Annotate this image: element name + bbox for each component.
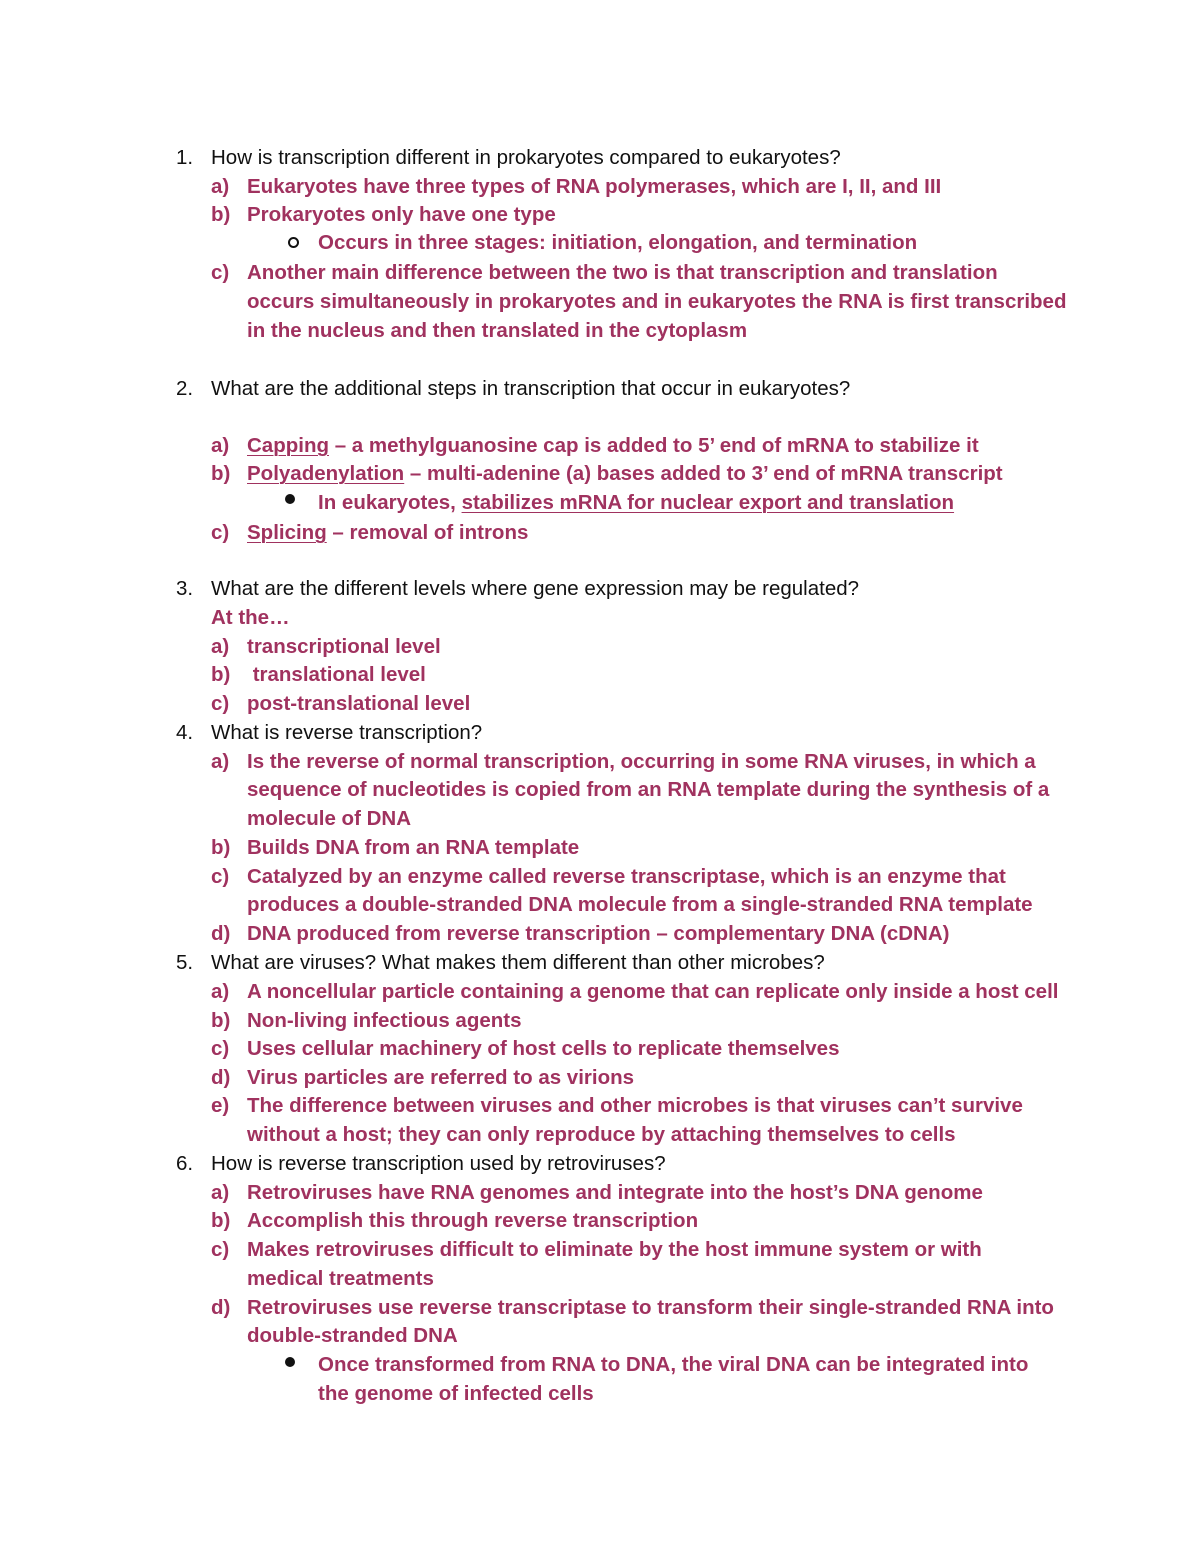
term-splicing: Splicing	[247, 521, 327, 544]
answer-text-line: Is the reverse of normal transcription, occurring in some RNA viruses, in which a	[247, 750, 1036, 773]
answer-item	[211, 259, 998, 287]
answer-label: b)	[211, 1209, 231, 1232]
question-text: What are the different levels where gene expression may be regulated?	[211, 577, 860, 600]
question-text: How is reverse transcription used by retroviruses?	[211, 1152, 666, 1175]
question-number: 1.	[176, 146, 194, 169]
answer-text: transcriptional level	[247, 635, 441, 658]
question-text: What is reverse transcription?	[211, 721, 483, 744]
answer-label: d)	[211, 1066, 231, 1089]
sub-bullet-text: Occurs in three stages: initiation, elongation, and termination	[318, 231, 918, 254]
answer-text-line: Another main difference between the two is that transcription and translation	[247, 261, 998, 284]
question-text: What are viruses? What makes them different than other microbes?	[211, 951, 825, 974]
answer-label: b)	[211, 462, 231, 485]
sub-bullet-underlined: stabilizes mRNA for nuclear export and translation	[461, 491, 955, 514]
answer-item	[211, 1007, 522, 1035]
answer-item	[211, 633, 441, 661]
question-number: 6.	[176, 1152, 194, 1175]
answer-label: b)	[211, 663, 231, 686]
answer-item	[211, 173, 942, 201]
answer-item	[211, 1035, 840, 1063]
question-text: How is transcription different in prokaryotes compared to eukaryotes?	[211, 146, 841, 169]
answer-text-line: without a host; they can only reproduce by attaching themselves to cells	[247, 1123, 956, 1146]
answer-text: Builds DNA from an RNA template	[247, 836, 580, 859]
sub-bullet-prefix: In eukaryotes,	[318, 491, 462, 514]
answer-item	[211, 1179, 983, 1207]
answer-text: Non-living infectious agents	[247, 1009, 522, 1032]
answer-text: post-translational level	[247, 692, 471, 715]
answer-label: c)	[211, 521, 230, 544]
answer-text-line: medical treatments	[247, 1267, 434, 1290]
sub-bullet-text-line: Once transformed from RNA to DNA, the viral DNA can be integrated into	[318, 1353, 1029, 1376]
term-polyadenylation: Polyadenylation	[247, 462, 405, 485]
answer-text: translational level	[247, 663, 426, 686]
answer-text-line: double-stranded DNA	[247, 1324, 458, 1347]
answer-item	[211, 1294, 1054, 1322]
filled-bullet-icon	[285, 494, 295, 504]
answer-text: Retroviruses have RNA genomes and integrate into the host’s DNA genome	[247, 1181, 983, 1204]
answer-text: – a methylguanosine cap is added to 5’ end of mRNA to stabilize it	[329, 434, 979, 457]
answer-item	[211, 460, 1003, 488]
answer-intro: At the…	[211, 606, 290, 629]
answer-text: – removal of introns	[326, 521, 529, 544]
question-number: 3.	[176, 577, 194, 600]
answer-label: c)	[211, 261, 230, 284]
answer-item	[211, 690, 471, 718]
answer-text-line: Catalyzed by an enzyme called reverse transcriptase, which is an enzyme that	[247, 865, 1006, 888]
answer-label: a)	[211, 175, 230, 198]
filled-bullet-icon	[285, 1357, 295, 1367]
answer-item	[211, 978, 1059, 1006]
answer-item	[211, 1064, 635, 1092]
answer-item	[211, 748, 1036, 776]
answer-label: e)	[211, 1094, 230, 1117]
question-number: 2.	[176, 377, 194, 400]
sub-bullet-text	[318, 489, 954, 517]
hollow-bullet-icon	[288, 237, 299, 248]
question-text: What are the additional steps in transcription that occur in eukaryotes?	[211, 377, 851, 400]
answer-label: a)	[211, 750, 230, 773]
answer-text: DNA produced from reverse transcription – complementary DNA (cDNA)	[247, 922, 950, 945]
answer-label: a)	[211, 635, 230, 658]
answer-item	[211, 661, 426, 689]
answer-label: b)	[211, 836, 231, 859]
answer-text-line: Retroviruses use reverse transcriptase to transform their single-stranded RNA into	[247, 1296, 1054, 1319]
answer-label: a)	[211, 1181, 230, 1204]
sub-bullet-text-line: the genome of infected cells	[318, 1382, 594, 1405]
answer-item	[211, 432, 979, 460]
question-number: 5.	[176, 951, 194, 974]
answer-label: c)	[211, 1037, 230, 1060]
answer-label: d)	[211, 922, 231, 945]
answer-item	[211, 201, 556, 229]
answer-text-line: Makes retroviruses difficult to eliminate by the host immune system or with	[247, 1238, 982, 1261]
answer-label: b)	[211, 1009, 231, 1032]
answer-text-line: occurs simultaneously in prokaryotes and in eukaryotes the RNA is first transcribed	[247, 290, 1067, 313]
answer-item	[211, 834, 580, 862]
answer-item	[211, 519, 529, 547]
answer-label: b)	[211, 203, 231, 226]
answer-text: Eukaryotes have three types of RNA polymerases, which are I, II, and III	[247, 175, 942, 198]
answer-text-line: produces a double-stranded DNA molecule from a single-stranded RNA template	[247, 893, 1033, 916]
answer-label: c)	[211, 865, 230, 888]
answer-text: Prokaryotes only have one type	[247, 203, 556, 226]
answer-item	[211, 920, 950, 948]
answer-item	[211, 1092, 1023, 1120]
answer-text: – multi-adenine (a) bases added to 3’ end of mRNA transcript	[404, 462, 1003, 485]
answer-label: a)	[211, 980, 230, 1003]
answer-label: d)	[211, 1296, 231, 1319]
answer-label: c)	[211, 692, 230, 715]
answer-item	[211, 1207, 699, 1235]
answer-text-line: in the nucleus and then translated in the cytoplasm	[247, 319, 748, 342]
answer-text-line: The difference between viruses and other microbes is that viruses can’t survive	[247, 1094, 1023, 1117]
answer-text: Uses cellular machinery of host cells to replicate themselves	[247, 1037, 840, 1060]
answer-item	[211, 863, 1006, 891]
term-capping: Capping	[247, 434, 329, 457]
answer-item	[211, 1236, 982, 1264]
answer-text: A noncellular particle containing a genome that can replicate only inside a host cell	[247, 980, 1059, 1003]
answer-label: c)	[211, 1238, 230, 1261]
question-number: 4.	[176, 721, 194, 744]
answer-text: Accomplish this through reverse transcription	[247, 1209, 699, 1232]
answer-text-line: molecule of DNA	[247, 807, 412, 830]
answer-text: Virus particles are referred to as virions	[247, 1066, 635, 1089]
answer-label: a)	[211, 434, 230, 457]
answer-text-line: sequence of nucleotides is copied from an RNA template during the synthesis of a	[247, 778, 1050, 801]
